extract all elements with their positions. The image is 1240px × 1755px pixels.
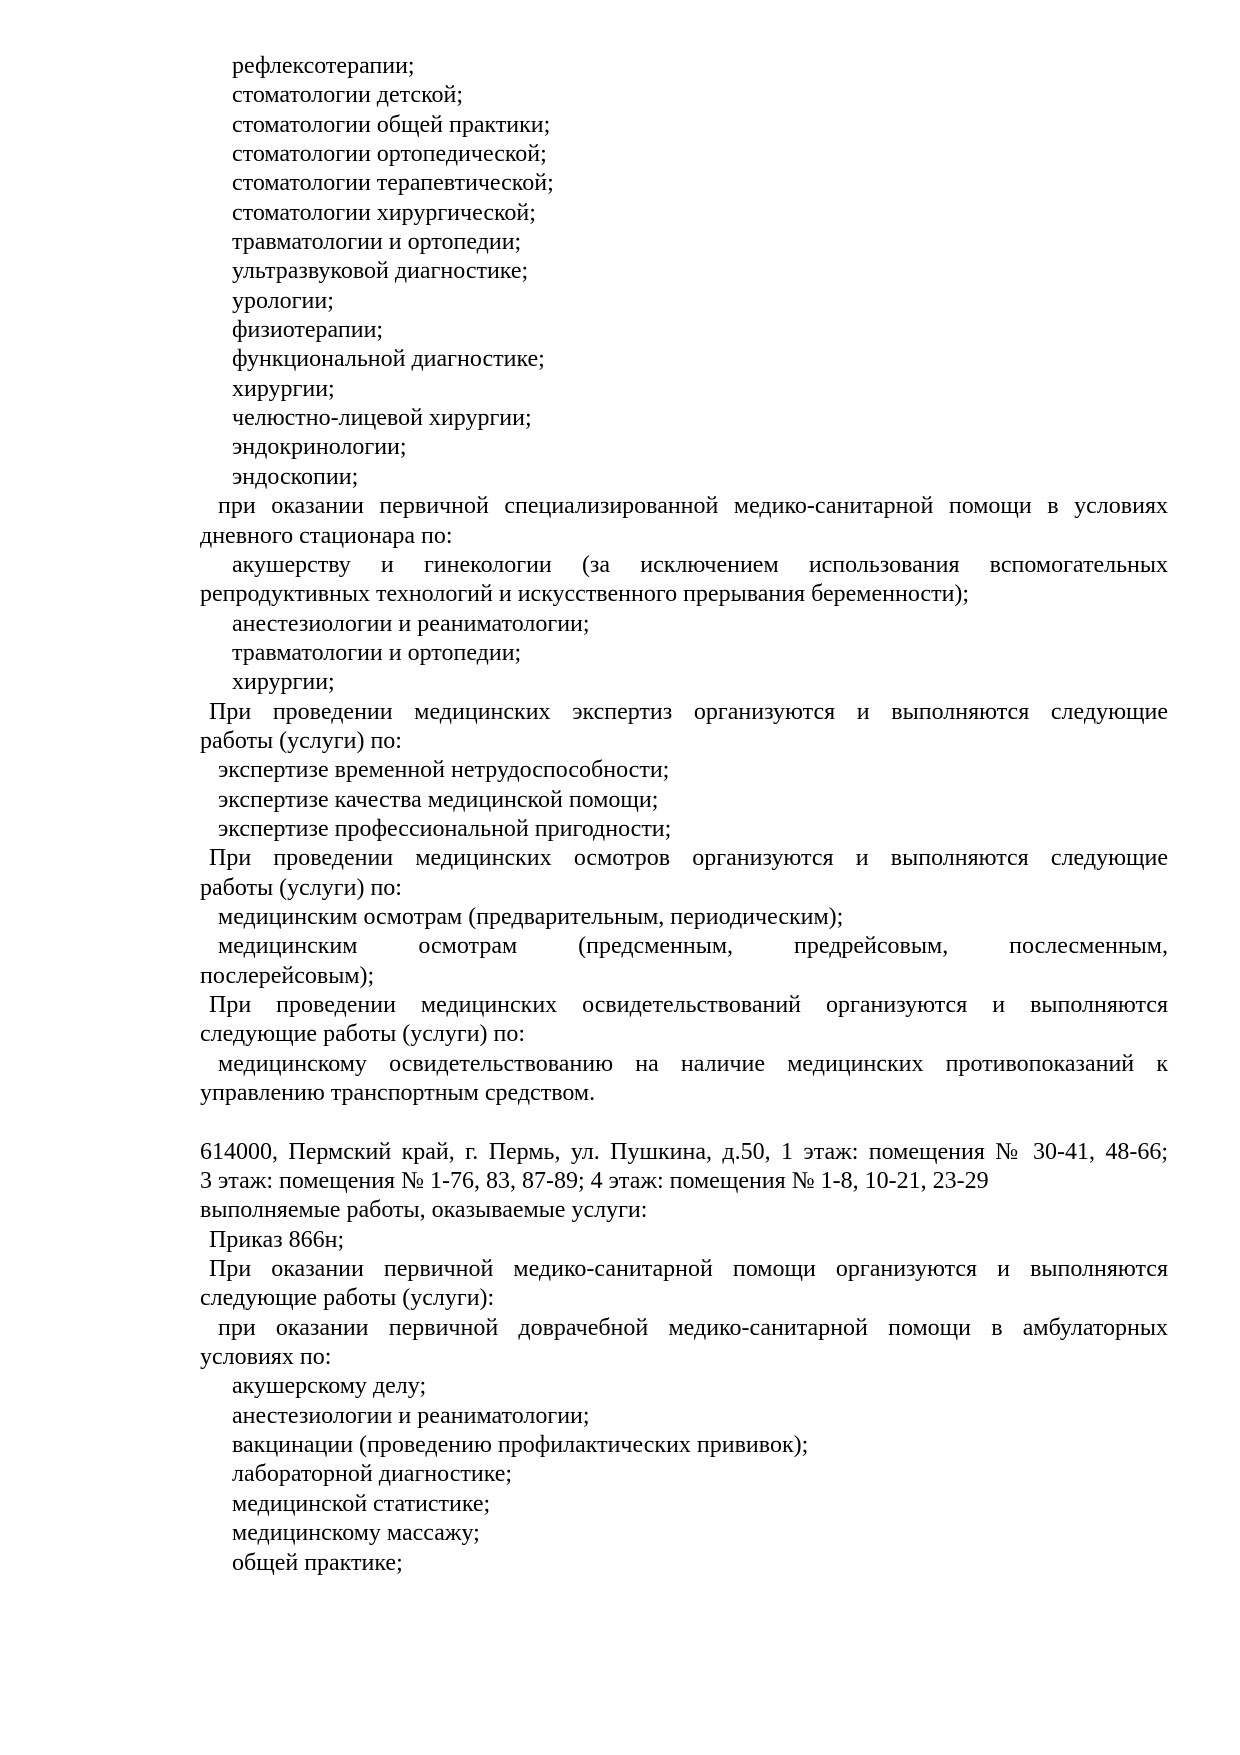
text-line: медицинским осмотрам (предварительным, периодическим); xyxy=(218,903,844,930)
text-line: экспертизе временной нетрудоспособности; xyxy=(218,757,670,784)
text-line: медицинской статистике; xyxy=(232,1490,491,1517)
text-line: стоматологии хирургической; xyxy=(232,199,536,226)
text-line: работы (услуги) по: xyxy=(200,727,402,754)
text-line: анестезиологии и реаниматологии; xyxy=(232,1402,590,1429)
text-line: условиях по: xyxy=(200,1344,332,1371)
text-line: При проведении медицинских освидетельствований организуются и выполняются xyxy=(209,992,1168,1018)
text-line: При проведении медицинских осмотров организуются и выполняются следующие xyxy=(209,845,1168,872)
text-line: травматологии и ортопедии; xyxy=(232,639,522,666)
text-line: стоматологии ортопедической; xyxy=(232,141,547,168)
text-line: управлению транспортным средством. xyxy=(200,1080,596,1107)
text-line: стоматологии терапевтической; xyxy=(232,170,554,197)
text-line: послерейсовым); xyxy=(200,962,375,989)
text-line: 614000, Пермский край, г. Пермь, ул. Пушкина, д.50, 1 этаж: помещения № 30-41, 48-66; xyxy=(200,1138,1168,1165)
text-line: 3 этаж: помещения № 1-76, 83, 87-89; 4 этаж: помещения № 1-8, 10-21, 23-29 xyxy=(200,1168,989,1195)
text-line: акушерству и гинекологии (за исключением использования вспомогательных xyxy=(232,551,1168,578)
text-line: акушерскому делу; xyxy=(232,1373,427,1400)
text-line: работы (услуги) по: xyxy=(200,874,402,901)
text-line: лабораторной диагностике; xyxy=(232,1461,513,1488)
text-line: репродуктивных технологий и искусственного прерывания беременности); xyxy=(200,581,970,608)
text-line: при оказании первичной специализированной медико-санитарной помощи в условиях xyxy=(218,493,1168,520)
text-line: физиотерапии; xyxy=(232,317,384,344)
text-line: стоматологии детской; xyxy=(232,82,464,109)
text-line: медицинскому массажу; xyxy=(232,1520,480,1547)
text-line: эндоскопии; xyxy=(232,463,359,490)
text-line: При проведении медицинских экспертиз организуются и выполняются следующие xyxy=(209,698,1168,725)
text-line: стоматологии общей практики; xyxy=(232,111,551,138)
text-line: анестезиологии и реаниматологии; xyxy=(232,610,590,637)
text-line: урологии; xyxy=(232,287,334,314)
text-line: выполняемые работы, оказываемые услуги: xyxy=(200,1197,648,1224)
text-line: функциональной диагностике; xyxy=(232,346,545,373)
text-line: ультразвуковой диагностике; xyxy=(232,258,529,285)
text-line: следующие работы (услуги) по: xyxy=(200,1021,526,1048)
text-line: рефлексотерапии; xyxy=(232,53,415,79)
text-line: дневного стационара по: xyxy=(200,522,453,549)
text-line: хирургии; xyxy=(232,669,335,696)
text-line: хирургии; xyxy=(232,375,335,402)
text-line: при оказании первичной доврачебной медико-санитарной помощи в амбулаторных xyxy=(218,1314,1168,1341)
text-line: вакцинации (проведению профилактических прививок); xyxy=(232,1432,809,1459)
blank-line xyxy=(200,1108,1168,1137)
document-text xyxy=(200,52,1168,1578)
text-line: Приказ 866н; xyxy=(209,1226,345,1253)
text-line: медицинским осмотрам (предсменным, предрейсовым, послесменным, xyxy=(218,933,1168,960)
text-line: эндокринологии; xyxy=(232,434,407,461)
text-line: медицинскому освидетельствованию на наличие медицинских противопоказаний к xyxy=(218,1050,1168,1077)
text-line: челюстно-лицевой хирургии; xyxy=(232,405,532,432)
text-line: общей практике; xyxy=(232,1549,403,1576)
text-line: При оказании первичной медико-санитарной помощи организуются и выполняются xyxy=(209,1256,1168,1283)
text-line: экспертизе профессиональной пригодности; xyxy=(218,815,672,842)
text-line: экспертизе качества медицинской помощи; xyxy=(218,786,659,813)
text-line: травматологии и ортопедии; xyxy=(232,229,522,256)
text-line: следующие работы (услуги): xyxy=(200,1285,495,1312)
